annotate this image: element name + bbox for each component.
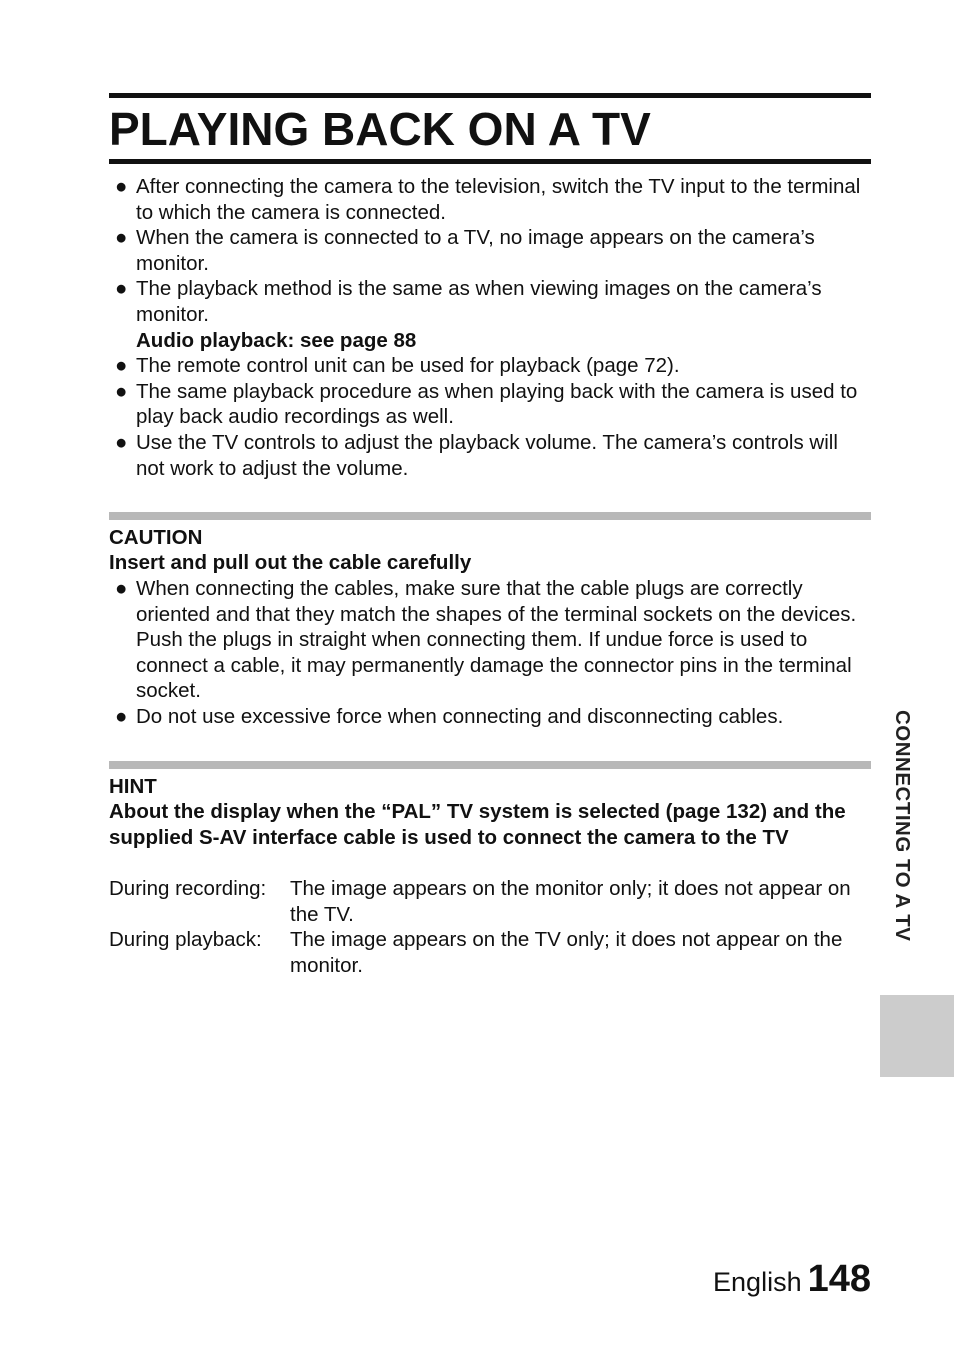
- hint-subheading: About the display when the “PAL” TV system is selected (page 132) and the supplied S-AV interface cable is used to connect the camera to the TV: [109, 800, 846, 849]
- page-title: PLAYING BACK ON A TV: [109, 103, 651, 155]
- list-item: ● Use the TV controls to adjust the playback volume. The camera’s controls will not work to adjust the volume.: [115, 430, 838, 480]
- caution-divider: [109, 512, 871, 520]
- hint-heading: HINT: [109, 775, 157, 798]
- bullet-icon: ●: [115, 379, 128, 403]
- caution-subheading: Insert and pull out the cable carefully: [109, 551, 472, 574]
- list-item: ● When the camera is connected to a TV, no image appears on the camera’s monitor.: [115, 226, 815, 275]
- bullet-icon: ●: [115, 430, 128, 454]
- title-block: [109, 93, 871, 164]
- hint-label: During recording:: [109, 877, 267, 900]
- page-footer: [713, 1258, 871, 1301]
- bullet-icon: ●: [115, 175, 128, 198]
- bullet-icon: ●: [115, 704, 128, 728]
- caution-heading: CAUTION: [109, 526, 203, 549]
- hint-label: During playback:: [109, 928, 262, 952]
- hint-divider: [109, 761, 871, 769]
- list-item: ● After connecting the camera to the television, switch the TV input to the terminal to which the camera is connected.: [115, 175, 861, 224]
- hint-text: The image appears on the monitor only; it does not appear on the TV.: [290, 877, 851, 926]
- audio-playback-note: Audio playback: see page 88: [136, 328, 417, 352]
- list-item: ● Do not use excessive force when connecting and disconnecting cables.: [115, 704, 784, 728]
- hint-row-recording: [109, 876, 871, 927]
- hint-table: [109, 876, 871, 978]
- hint-text: The image appears on the TV only; it does not appear on the monitor.: [290, 928, 843, 977]
- list-item: ● The remote control unit can be used for playback (page 72).: [115, 354, 680, 378]
- list-item: ● The same playback procedure as when playing back with the camera is used to play back audio recordings as well.: [115, 379, 858, 429]
- bullet-icon: ●: [115, 277, 128, 301]
- side-tab-label: CONNECTING TO A TV: [891, 710, 914, 942]
- bullet-icon: ●: [115, 354, 128, 378]
- bullet-icon: ●: [115, 577, 128, 600]
- main-bullet-list: [109, 174, 871, 481]
- list-item: ● The playback method is the same as when viewing images on the camera’s monitor. Audio playback: see page 88: [109, 276, 871, 353]
- list-item: ● When connecting the cables, make sure that the cable plugs are correctly oriented and that they match the shapes of the terminal sockets on the devices. Push the plugs in straight when connecting them. If undue force is used to connect a cable, it may permanently damage the connector pins in the terminal socket.: [115, 577, 857, 703]
- bullet-icon: ●: [115, 226, 128, 250]
- side-tab-marker: [880, 995, 954, 1077]
- hint-row-playback: [109, 927, 871, 978]
- page-number: 148: [807, 1258, 871, 1300]
- side-tab: [880, 705, 954, 1077]
- footer-language: English: [713, 1267, 802, 1297]
- caution-bullet-list: [109, 576, 871, 730]
